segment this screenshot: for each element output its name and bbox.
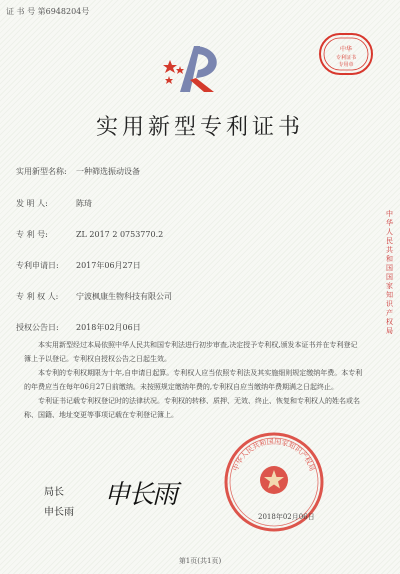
field-value: 宁波枫康生物科技有限公司 [76,292,172,301]
certificate-body [24,338,364,422]
field-value: ZL 2017 2 0753770.2 [76,230,164,239]
seal-text: 中华人民共和国国家知识产权局 [231,437,317,473]
field-patent-no [16,229,163,240]
field-label: 专 利 权 人: [16,292,59,301]
field-label: 专 利 号: [16,230,48,239]
top-right-stamp [318,32,374,76]
field-value: 一种筛选振动设备 [76,167,140,176]
svg-text:专用章: 专用章 [338,62,354,68]
field-label: 发 明 人: [16,199,48,208]
field-value: 2017年06月27日 [76,261,141,270]
field-filing-date [16,260,141,271]
field-patentee [16,291,172,302]
field-label: 授权公告日: [16,323,59,332]
side-stamp: 中华人民共和国国家知识产权局 [386,210,393,335]
field-value: 陈琦 [76,199,92,208]
page-footer: 第1页(共1页) [178,557,222,565]
certificate-number: 证 书 号 第6948204号 [6,7,90,16]
director-title: 局长 [44,487,64,498]
field-grant-date [16,322,141,333]
seal-date: 2018年02月06日 [258,513,315,521]
director-name: 申长雨 [44,507,74,518]
certificate-title: 实用新型专利证书 [95,115,304,140]
body-paragraph: 本专利的专利权期限为十年,自申请日起算。专利权人应当依照专利法及其实施细则规定缴纳年费。本专利的年费应当在每年06月27日前缴纳。未按照规定缴纳年费的,专利权自应当缴纳年费期满之日起终止。 [24,369,363,391]
field-label: 实用新型名称: [16,167,67,176]
body-paragraph: 专利证书记载专利权登记时的法律状况。专利权的转移、质押、无效、终止、恢复和专利权人的姓名或名称、国籍、地址变更等事项记载在专利登记簿上。 [24,397,360,419]
field-inventor [16,198,92,209]
svg-text:专利证书: 专利证书 [335,55,357,61]
field-name [16,166,140,177]
body-paragraph: 本实用新型经过本局依照中华人民共和国专利法进行初步审查,决定授予专利权,颁发本证书并在专利登记簿上予以登记。专利权自授权公告之日起生效。 [24,341,358,363]
handwritten-signature: 申长雨 [104,480,177,510]
svg-text:中华: 中华 [339,46,353,53]
field-label: 专利申请日: [16,261,59,270]
field-value: 2018年02月06日 [76,323,141,332]
cnipa-logo-icon [160,36,230,96]
